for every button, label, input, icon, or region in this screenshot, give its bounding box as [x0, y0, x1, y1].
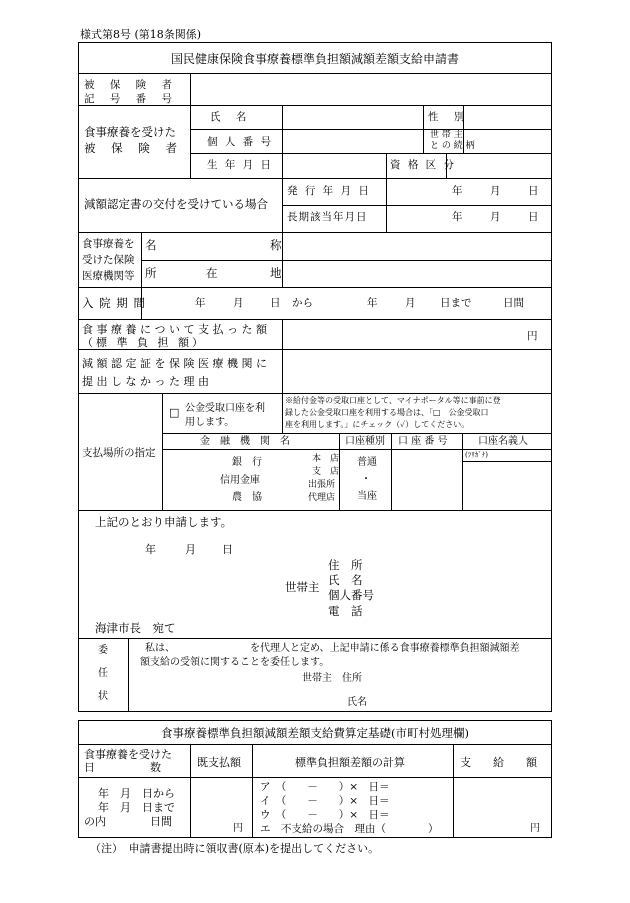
- stay-days: 日間: [503, 297, 524, 309]
- public-account-label-1: 公金受取口座を利: [185, 403, 265, 414]
- delegation-label-3: 状: [98, 691, 108, 702]
- shiten-label: 支 店: [312, 467, 340, 477]
- calc-line-i: イ （ － ）× 日＝: [260, 795, 390, 807]
- calc-days-header-2: 日 数: [84, 761, 161, 774]
- stay-to-month: 月: [405, 297, 416, 309]
- calc-paid-yen: 円: [233, 823, 243, 834]
- birth-date-label: 生 年 月 日: [207, 159, 274, 171]
- calc-line-e: エ 不支給の場合 理由（ ）: [260, 823, 439, 835]
- institution-name-label-end: 称: [270, 238, 282, 252]
- footnote: （注） 申請書提出時に領収書(原本)を提出してください。: [90, 842, 380, 855]
- stay-from-year: 年: [195, 297, 206, 309]
- public-account-note-2: 録した公金受取口座を利用する場合は、「□ 公金受取口: [285, 408, 489, 417]
- stay-period-label: 入 院 期 間: [82, 296, 146, 310]
- stay-from-month: 月: [233, 297, 244, 309]
- insured-number-label-2: 記 号 番 号: [84, 93, 179, 105]
- institution-address-label: 所: [145, 266, 157, 280]
- applicant-individual-number-label: 個人番号: [328, 588, 374, 602]
- calc-diff-header: 標準負担額差額の計算: [295, 756, 405, 769]
- sex-label: 性 別: [428, 111, 471, 123]
- form-title: 国民健康保険食事療養標準負担額減額差額支給申請書: [170, 52, 459, 66]
- name-label: 氏 名: [210, 111, 253, 123]
- reduction-cert-label: 減額認定書の交付を受けている場合: [84, 197, 268, 211]
- institution-address-label-end: 地: [270, 266, 282, 280]
- relation-label-2: と の 続 柄: [430, 141, 475, 151]
- relation-label-1: 世 帯 主: [430, 130, 463, 140]
- calc-amount-header: 支 給 額: [460, 756, 537, 769]
- shinkin-label: 信用金庫: [220, 475, 260, 486]
- public-account-checkbox[interactable]: □: [169, 406, 180, 419]
- applicant-address-label: 住 所: [328, 558, 363, 572]
- delegation-head-address: 世帯主 住所: [302, 673, 362, 684]
- account-type-header: 口座種別: [345, 436, 385, 447]
- account-holder-header: 口座名義人: [478, 436, 528, 447]
- reason-label-2: 提 出 し な か っ た 理 由: [82, 375, 209, 388]
- stay-to-year: 年: [367, 297, 378, 309]
- long-term-date-label: 長期該当年月日: [287, 211, 368, 223]
- form-number: 様式第8号 (第18条関係): [80, 28, 202, 41]
- declaration-text: 上記のとおり申請します。: [95, 515, 233, 529]
- honten-label: 本 店: [312, 454, 340, 464]
- calc-paid-header: 既支払額: [197, 756, 241, 769]
- issue-year: 年: [452, 185, 463, 197]
- stay-from-day: 日: [270, 297, 281, 309]
- individual-number-label: 個 人 番 号: [207, 136, 274, 148]
- addressee: 海津市長 宛て: [95, 621, 176, 635]
- calc-days-header-1: 食事療養を受けた: [84, 748, 172, 761]
- payment-place-label: 支払場所の指定: [82, 447, 156, 459]
- calc-line-a: ア （ － ）× 日＝: [260, 781, 390, 793]
- paid-yen: 円: [527, 330, 538, 342]
- paid-label-1: 食 事 療 養 に つ い て 支 払 っ た 額: [82, 323, 267, 336]
- institution-label-1: 食事療養を: [82, 238, 135, 250]
- reason-label-1: 減 額 認 定 証 を 保 険 医 療 機 関 に: [82, 357, 267, 370]
- declaration-month: 月: [185, 543, 196, 556]
- qualification-label: 資 格 区 分: [390, 159, 457, 171]
- stay-from: から: [292, 297, 313, 309]
- public-account-label-2: 用します。: [185, 417, 235, 428]
- delegation-name: 氏名: [347, 697, 367, 708]
- shucchojo-label: 出張所: [308, 480, 336, 490]
- dairiten-label: 代理店: [308, 493, 336, 503]
- long-term-day: 日: [528, 211, 539, 223]
- recipient-label-1: 食事療養を受けた: [84, 125, 176, 139]
- toza-label: 当座: [357, 491, 377, 502]
- long-term-month: 月: [490, 211, 501, 223]
- calc-until: 年 月 日まで: [98, 801, 175, 814]
- issue-date-label: 発 行 年 月 日: [287, 185, 371, 197]
- issue-day: 日: [528, 185, 539, 197]
- bank-name-header: 金 融 機 関 名: [200, 436, 290, 447]
- paid-label-2: （標 準 負 担 額）: [82, 336, 206, 349]
- delegation-label-2: 任: [98, 668, 108, 679]
- account-number-header: 口 座 番 号: [398, 436, 448, 447]
- type-separator: ・: [361, 474, 371, 485]
- public-account-note-1: ※給付金等の受取口座として、マイナポータル等に事前に登: [285, 396, 501, 405]
- applicant-phone-label: 電 話: [328, 604, 363, 618]
- furigana-label: (ﾌﾘｶﾞﾅ): [465, 451, 488, 459]
- calc-days-count: の内 日間: [84, 815, 172, 828]
- delegation-text-1: 私は、 を代理人と定め、上記申請に係る食事療養標準負担額減額差: [145, 643, 520, 654]
- delegation-text-2: 額支給の受領に関することを委任します。: [140, 657, 330, 668]
- public-account-note-3: 座を利用します。」にチェック（✓）してください。: [285, 420, 470, 429]
- institution-name-label: 名: [145, 238, 157, 252]
- applicant-name-label: 氏 名: [328, 573, 363, 587]
- calc-line-u: ウ （ － ）× 日＝: [260, 809, 390, 821]
- institution-address-label-mid: 在: [206, 266, 218, 280]
- institution-label-2: 受けた保険: [82, 254, 135, 266]
- household-head-label: 世帯主: [285, 580, 320, 594]
- bank-label: 銀 行: [232, 457, 262, 468]
- declaration-day: 日: [222, 543, 233, 556]
- declaration-year: 年: [145, 543, 156, 556]
- futsu-label: 普通: [357, 457, 377, 468]
- stay-until: 日まで: [440, 297, 472, 309]
- issue-month: 月: [490, 185, 501, 197]
- delegation-label-1: 委: [98, 645, 108, 656]
- insured-number-label-1: 被 保 険 者: [84, 79, 179, 91]
- calc-amount-yen: 円: [530, 823, 540, 834]
- calc-from: 年 月 日から: [98, 787, 175, 800]
- recipient-label-2: 被 保 険 者: [84, 141, 183, 155]
- institution-label-3: 医療機関等: [82, 270, 135, 282]
- calc-title: 食事療養標準負担額減額差額支給費算定基礎(市町村処理欄): [161, 726, 469, 740]
- nokyo-label: 農 協: [232, 492, 262, 503]
- long-term-year: 年: [452, 211, 463, 223]
